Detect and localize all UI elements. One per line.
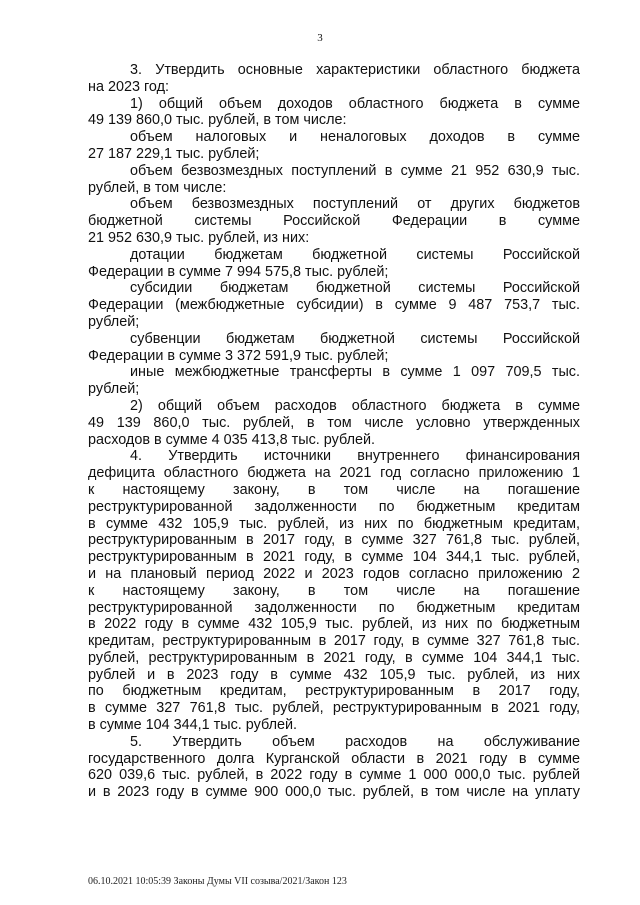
text-line: Федерации (межбюджетные субсидии) в сумме 9 487 753,7 тыс.: [88, 297, 580, 314]
text-line: 2) общий объем расходов областного бюджета в сумме: [130, 397, 580, 414]
document-body: [88, 62, 580, 801]
text-line: государственного долга Курганской области в 2021 году в сумме: [88, 750, 580, 767]
text-line: реструктурированной задолженности по бюджетным кредитам: [88, 498, 580, 515]
text-line: в сумме 327 761,8 тыс. рублей, реструктурированным в 2021 году,: [88, 700, 580, 717]
text-line: 27 187 229,1 тыс. рублей;: [88, 145, 260, 162]
text-line: 4. Утвердить источники внутреннего финансирования: [130, 448, 580, 465]
text-line: в сумме 432 105,9 тыс. рублей, из них по бюджетным кредитам,: [88, 515, 580, 532]
page-number: 3: [317, 32, 323, 44]
text-line: и в 2023 году в сумме 900 000,0 тыс. рублей, в том числе на уплату: [88, 784, 580, 801]
text-line: объем безвозмездных поступлений от других бюджетов: [130, 196, 580, 213]
text-line: 49 139 860,0 тыс. рублей, в том числе:: [88, 112, 347, 129]
document-footer: 06.10.2021 10:05:39 Законы Думы VII созыва/2021/Закон 123: [88, 876, 347, 887]
text-line: 49 139 860,0 тыс. рублей, в том числе условно утвержденных: [88, 414, 580, 431]
text-line: реструктурированным в 2017 году, в сумме 327 761,8 тыс. рублей,: [88, 532, 580, 549]
text-line: к настоящему закону, в том числе на погашение: [88, 582, 580, 599]
text-line: субсидии бюджетам бюджетной системы Российской: [130, 280, 580, 297]
text-line: дотации бюджетам бюджетной системы Российской: [130, 246, 580, 263]
text-line: и на плановый период 2022 и 2023 годов согласно приложению 2: [88, 565, 580, 582]
text-line: объем безвозмездных поступлений в сумме 21 952 630,9 тыс.: [130, 162, 580, 179]
text-line: реструктурированным в 2021 году, в сумме 104 344,1 тыс. рублей,: [88, 549, 580, 566]
text-line: дефицита областного бюджета на 2021 год согласно приложению 1: [88, 465, 580, 482]
text-line: 620 039,6 тыс. рублей, в 2022 году в сумме 1 000 000,0 тыс. рублей: [88, 767, 580, 784]
text-line: рублей и в 2023 году в сумме 432 105,9 тыс. рублей, из них: [88, 666, 580, 683]
text-line: бюджетной системы Российской Федерации в сумме: [88, 213, 580, 230]
text-line: на 2023 год:: [88, 78, 169, 95]
text-line: 1) общий объем доходов областного бюджета в сумме: [130, 95, 580, 112]
text-line: рублей;: [88, 313, 140, 330]
text-line: кредитам, реструктурированным в 2017 году, в сумме 327 761,8 тыс.: [88, 633, 580, 650]
text-line: субвенции бюджетам бюджетной системы Российской: [130, 330, 580, 347]
text-line: иные межбюджетные трансферты в сумме 1 097 709,5 тыс.: [130, 364, 580, 381]
text-line: в 2022 году в сумме 432 105,9 тыс. рублей, из них по бюджетным: [88, 616, 580, 633]
text-line: к настоящему закону, в том числе на погашение: [88, 481, 580, 498]
text-line: рублей;: [88, 381, 140, 398]
text-line: 5. Утвердить объем расходов на обслуживание: [130, 733, 580, 750]
text-line: 3. Утвердить основные характеристики областного бюджета: [130, 62, 580, 78]
text-line: объем налоговых и неналоговых доходов в сумме: [130, 129, 580, 146]
text-line: 21 952 630,9 тыс. рублей, из них:: [88, 229, 310, 246]
text-line: Федерации в сумме 3 372 591,9 тыс. рублей;: [88, 347, 389, 364]
text-line: Федерации в сумме 7 994 575,8 тыс. рублей;: [88, 263, 389, 280]
text-line: расходов в сумме 4 035 413,8 тыс. рублей.: [88, 431, 376, 448]
text-line: по бюджетным кредитам, реструктурированным в 2017 году,: [88, 683, 580, 700]
text-line: реструктурированной задолженности по бюджетным кредитам: [88, 599, 580, 616]
text-line: в сумме 104 344,1 тыс. рублей.: [88, 717, 298, 734]
text-line: рублей, реструктурированным в 2021 году, в сумме 104 344,1 тыс.: [88, 649, 580, 666]
text-line: рублей, в том числе:: [88, 179, 227, 196]
